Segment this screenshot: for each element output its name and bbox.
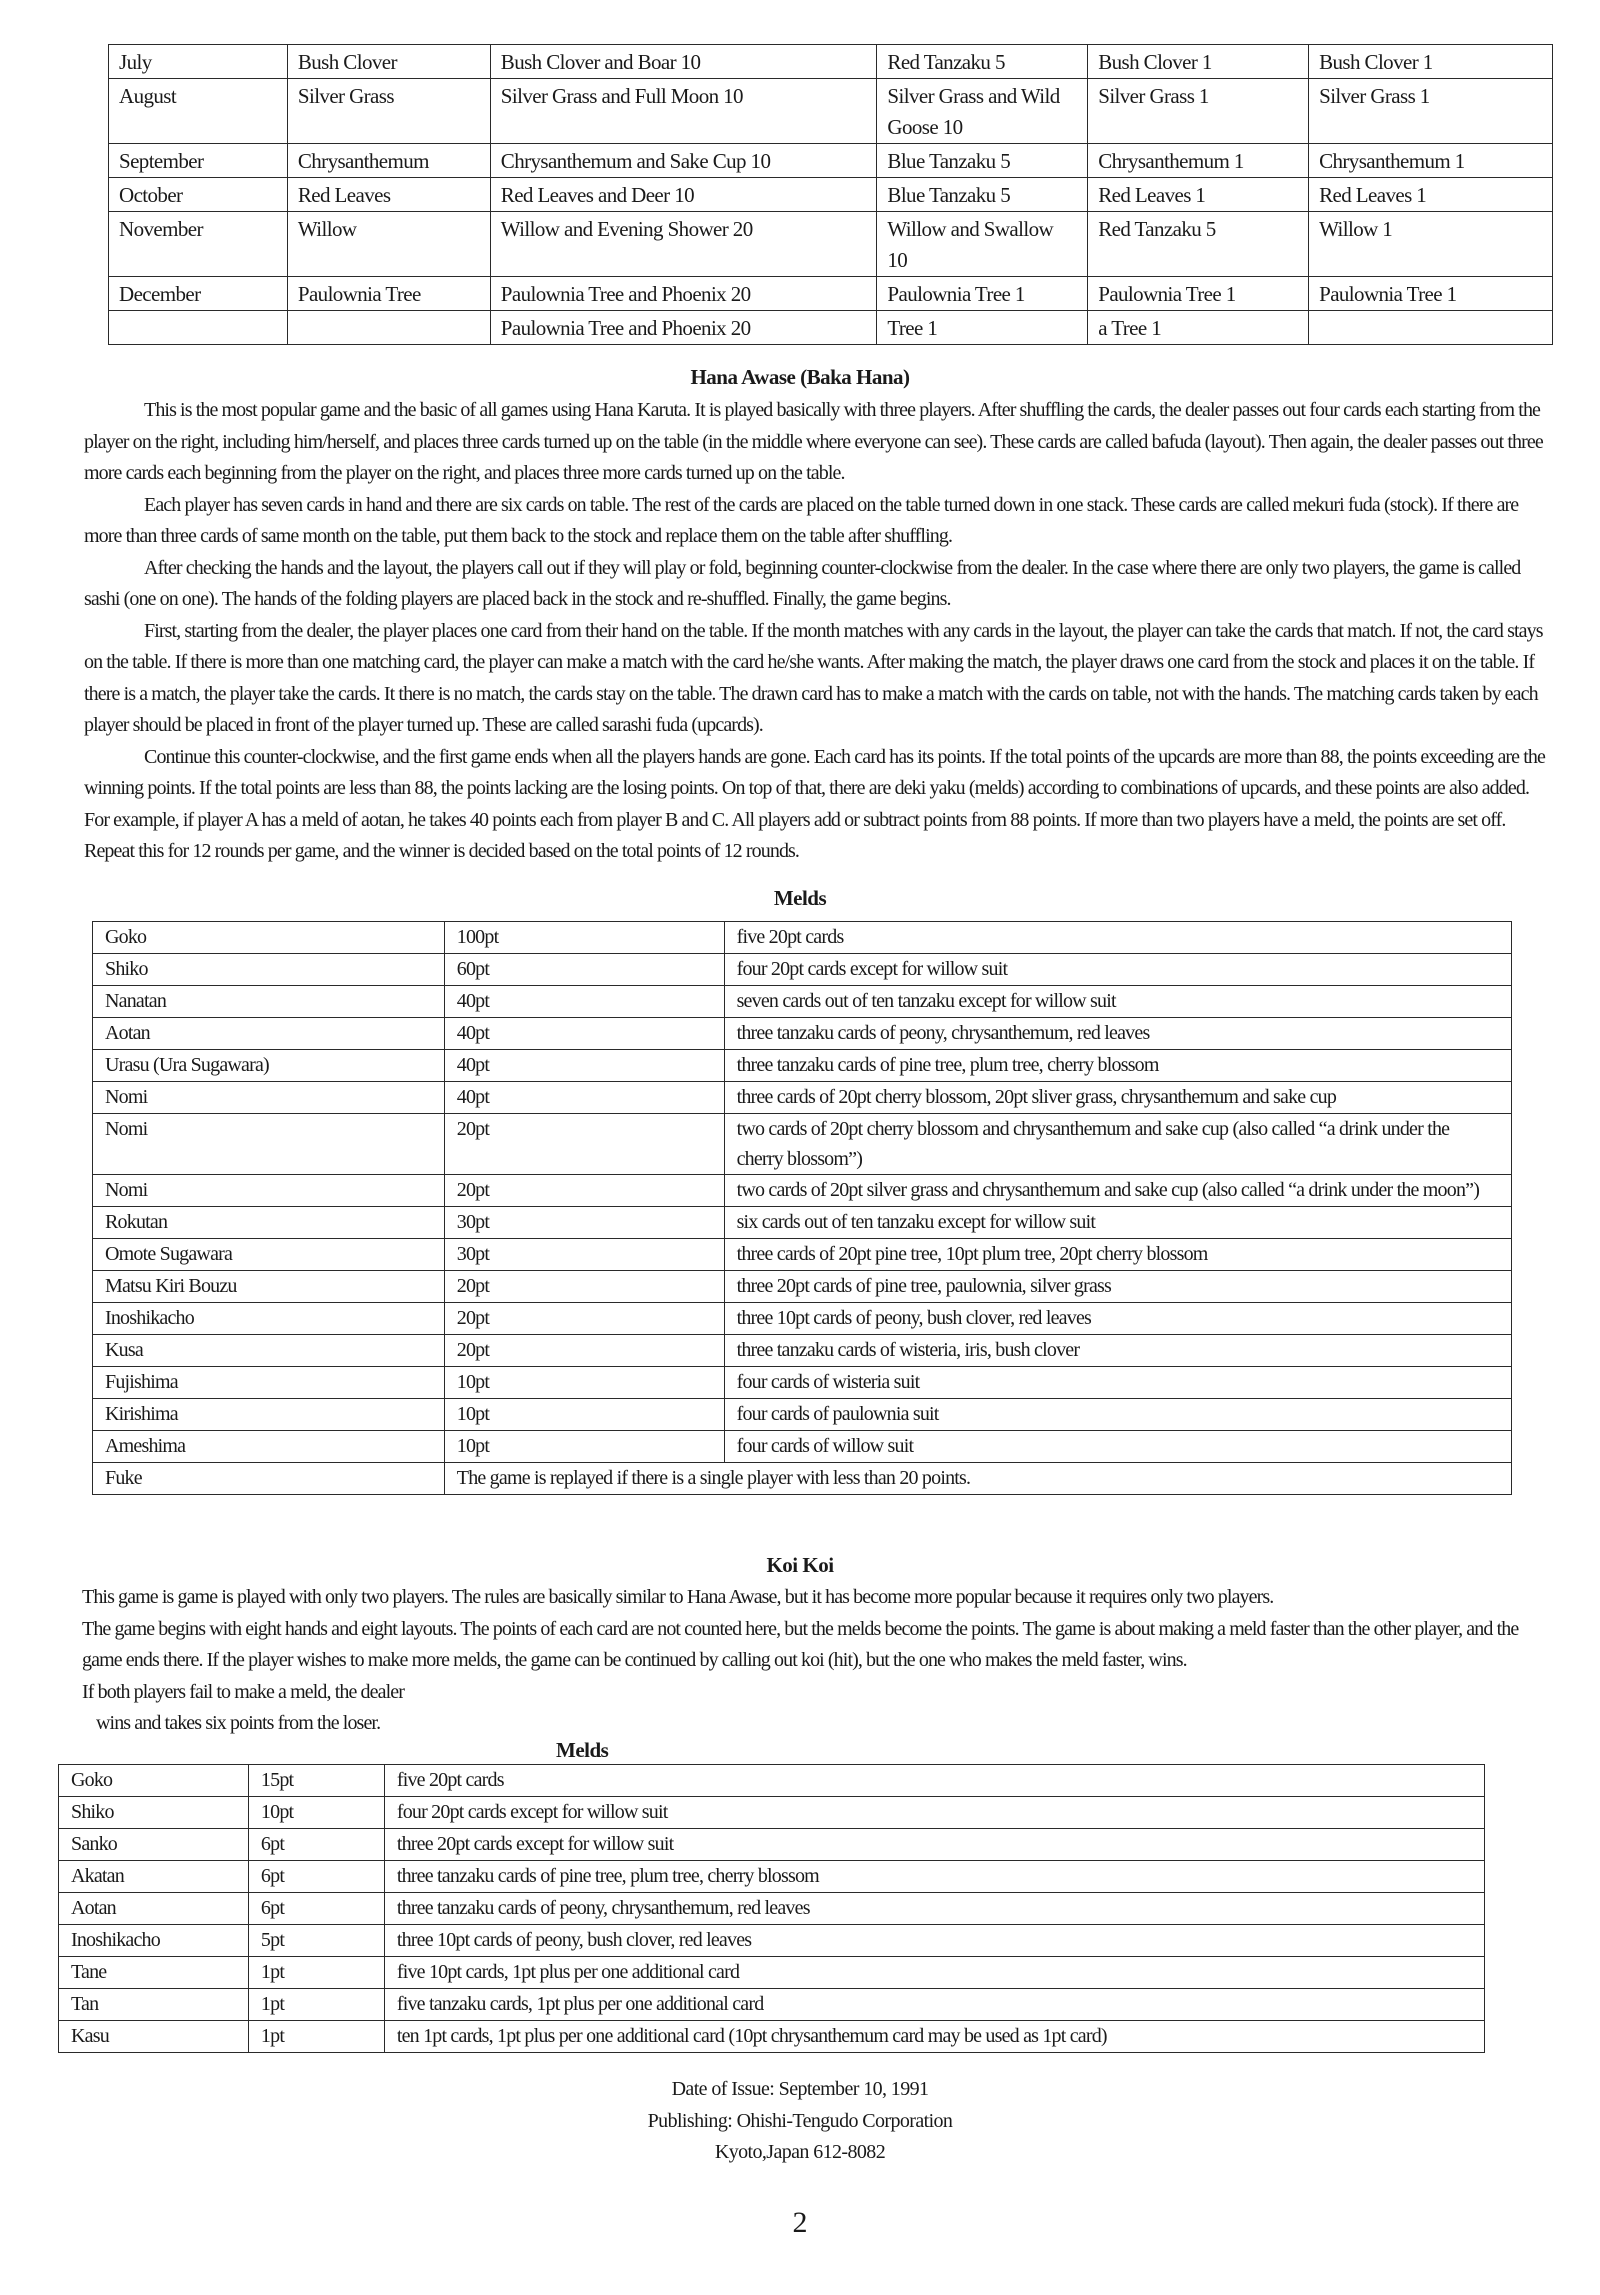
meld-description: ten 1pt cards, 1pt plus per one additional card (10pt chrysanthemum card may be used as 1pt card) bbox=[384, 2021, 1484, 2053]
meld-description: three 10pt cards of peony, bush clover, red leaves bbox=[384, 1925, 1484, 1957]
meld-name: Rokutan bbox=[93, 1207, 445, 1239]
meld-points: 10pt bbox=[248, 1797, 384, 1829]
flower-cell: Willow bbox=[287, 212, 490, 277]
meld-description: four cards of willow suit bbox=[724, 1431, 1511, 1463]
meld-name: Shiko bbox=[59, 1797, 249, 1829]
table-row bbox=[93, 922, 1512, 954]
card-1-cell: Silver Grass 1 bbox=[1309, 79, 1553, 144]
koi-koi-title: Koi Koi bbox=[766, 1553, 834, 1577]
meld-points: 20pt bbox=[444, 1175, 724, 1207]
table-row bbox=[59, 1797, 1485, 1829]
meld-points: 10pt bbox=[444, 1431, 724, 1463]
month-cards-body bbox=[109, 45, 1553, 345]
meld-name: Nomi bbox=[93, 1082, 445, 1114]
hana-awase-paragraph-2: Each player has seven cards in hand and there are six cards on table. The rest of the cards are placed on the table turned down in one stack. These cards are called mekuri fuda (stock). If there are more than three cards of same month on the table, put them back to the stock and replace them on the table after shuffling. bbox=[84, 493, 1519, 547]
card-20-10-cell: Red Leaves and Deer 10 bbox=[490, 178, 877, 212]
table-row bbox=[109, 212, 1553, 277]
publisher-address: Kyoto,Japan 612-8082 bbox=[714, 2141, 886, 2163]
table-row bbox=[59, 2021, 1485, 2053]
meld-name: Aotan bbox=[59, 1893, 249, 1925]
meld-description: five tanzaku cards, 1pt plus per one additional card bbox=[384, 1989, 1484, 2021]
card-20-10-cell: Willow and Evening Shower 20 bbox=[490, 212, 877, 277]
meld-description: three tanzaku cards of pine tree, plum tree, cherry blossom bbox=[724, 1050, 1511, 1082]
meld-name: Urasu (Ura Sugawara) bbox=[93, 1050, 445, 1082]
meld-points: 6pt bbox=[248, 1829, 384, 1861]
koi-koi-line-2: The game begins with eight hands and eight layouts. The points of each card are not counted here, but the melds become the points. The game is about making a meld faster than the other player, and the game ends there. If the player wishes to make more melds, the game can be continued by calling out koi (hit), but the one who makes the meld faster, wins. bbox=[82, 1617, 1519, 1671]
card-10-5-cell: Paulownia Tree 1 bbox=[877, 277, 1088, 311]
hana-awase-rules bbox=[84, 395, 1549, 868]
meld-points: 15pt bbox=[248, 1765, 384, 1797]
hana-awase-melds-table bbox=[92, 921, 1512, 1495]
card-10-5-cell: Silver Grass and Wild Goose 10 bbox=[877, 79, 1088, 144]
meld-name: Sanko bbox=[59, 1829, 249, 1861]
card-10-5-cell: Red Tanzaku 5 bbox=[877, 45, 1088, 79]
month-cell: November bbox=[109, 212, 288, 277]
meld-points: 40pt bbox=[444, 986, 724, 1018]
meld-name: Fuke bbox=[93, 1463, 445, 1495]
flower-cell: Chrysanthemum bbox=[287, 144, 490, 178]
meld-name: Shiko bbox=[93, 954, 445, 986]
meld-points: 20pt bbox=[444, 1271, 724, 1303]
meld-points: 60pt bbox=[444, 954, 724, 986]
meld-name: Matsu Kiri Bouzu bbox=[93, 1271, 445, 1303]
publication-info bbox=[0, 2074, 1600, 2169]
koi-koi-melds-table bbox=[58, 1764, 1485, 2053]
meld-description: three cards of 20pt cherry blossom, 20pt sliver grass, chrysanthemum and sake cup bbox=[724, 1082, 1511, 1114]
meld-description: three tanzaku cards of peony, chrysanthemum, red leaves bbox=[384, 1893, 1484, 1925]
month-cell bbox=[109, 311, 288, 345]
meld-description: five 20pt cards bbox=[724, 922, 1511, 954]
table-row bbox=[93, 954, 1512, 986]
hana-awase-paragraph-4: First, starting from the dealer, the player places one card from their hand on the table. If the month matches with any cards in the layout, the player can take the cards that match. If not, the card stays on the table. If there is more than one matching card, the player can make a match with the card he/she wants. After making the match, the player draws one card from the stock and places it on the table. If there is a match, the player take the cards. It there is no match, the cards stay on the table. The drawn card has to make a match with the cards on table, not with the hands. The matching cards taken by each player should be placed in front of the player turned up. These are called sarashi fuda (upcards). bbox=[84, 619, 1543, 736]
meld-name: Nomi bbox=[93, 1175, 445, 1207]
hana-awase-paragraph-3: After checking the hands and the layout, the players call out if they will play or fold, beginning counter-clockwise from the dealer. In the case where there are only two players, the game is called sashi (one on one). The hands of the folding players are placed back in the stock and re-shuffled. Finally, the game begins. bbox=[84, 556, 1521, 610]
table-row bbox=[93, 1018, 1512, 1050]
meld-description: four 20pt cards except for willow suit bbox=[724, 954, 1511, 986]
hana-awase-title: Hana Awase (Baka Hana) bbox=[690, 365, 910, 389]
meld-points: 20pt bbox=[444, 1303, 724, 1335]
card-5-1-cell: a Tree 1 bbox=[1088, 311, 1309, 345]
meld-name: Inoshikacho bbox=[59, 1925, 249, 1957]
meld-points: 1pt bbox=[248, 1957, 384, 1989]
meld-description: five 20pt cards bbox=[384, 1765, 1484, 1797]
flower-cell: Red Leaves bbox=[287, 178, 490, 212]
koi-koi-melds-body bbox=[59, 1765, 1485, 2053]
card-10-5-cell: Blue Tanzaku 5 bbox=[877, 178, 1088, 212]
table-row bbox=[109, 178, 1553, 212]
meld-description: five 10pt cards, 1pt plus per one additional card bbox=[384, 1957, 1484, 1989]
month-cell: October bbox=[109, 178, 288, 212]
meld-points: 6pt bbox=[248, 1861, 384, 1893]
meld-points: 40pt bbox=[444, 1082, 724, 1114]
meld-description: seven cards out of ten tanzaku except for willow suit bbox=[724, 986, 1511, 1018]
table-row bbox=[59, 1925, 1485, 1957]
meld-name: Tan bbox=[59, 1989, 249, 2021]
month-cell: August bbox=[109, 79, 288, 144]
meld-points: 40pt bbox=[444, 1050, 724, 1082]
meld-points: 30pt bbox=[444, 1207, 724, 1239]
meld-name: Nomi bbox=[93, 1114, 445, 1175]
meld-name: Kusa bbox=[93, 1335, 445, 1367]
meld-points: 1pt bbox=[248, 1989, 384, 2021]
meld-name: Tane bbox=[59, 1957, 249, 1989]
publisher: Publishing: Ohishi-Tengudo Corporation bbox=[647, 2109, 953, 2132]
table-row bbox=[93, 1399, 1512, 1431]
card-1-cell: Bush Clover 1 bbox=[1309, 45, 1553, 79]
table-row bbox=[109, 311, 1553, 345]
table-row bbox=[93, 1207, 1512, 1239]
table-row bbox=[93, 1050, 1512, 1082]
meld-description: four 20pt cards except for willow suit bbox=[384, 1797, 1484, 1829]
card-10-5-cell: Willow and Swallow 10 bbox=[877, 212, 1088, 277]
meld-name: Kirishima bbox=[93, 1399, 445, 1431]
koi-koi-line-1: This game is game is played with only two players. The rules are basically similar to Hana Awase, but it has become more popular because it requires only two players. bbox=[82, 1586, 1274, 1608]
card-5-1-cell: Bush Clover 1 bbox=[1088, 45, 1309, 79]
card-20-10-cell: Bush Clover and Boar 10 bbox=[490, 45, 877, 79]
meld-name: Akatan bbox=[59, 1861, 249, 1893]
card-5-1-cell: Paulownia Tree 1 bbox=[1088, 277, 1309, 311]
flower-cell: Silver Grass bbox=[287, 79, 490, 144]
table-row bbox=[93, 1431, 1512, 1463]
meld-points: 6pt bbox=[248, 1893, 384, 1925]
table-row bbox=[93, 1271, 1512, 1303]
month-cell: July bbox=[109, 45, 288, 79]
month-cards-table bbox=[108, 44, 1553, 345]
card-5-1-cell: Silver Grass 1 bbox=[1088, 79, 1309, 144]
card-20-10-cell: Paulownia Tree and Phoenix 20 bbox=[490, 277, 877, 311]
meld-points: 40pt bbox=[444, 1018, 724, 1050]
card-1-cell: Willow 1 bbox=[1309, 212, 1553, 277]
table-row bbox=[93, 1082, 1512, 1114]
table-row bbox=[93, 1463, 1512, 1495]
table-row bbox=[59, 1957, 1485, 1989]
card-5-1-cell: Chrysanthemum 1 bbox=[1088, 144, 1309, 178]
page-number: 2 bbox=[792, 2206, 808, 2239]
card-20-10-cell: Chrysanthemum and Sake Cup 10 bbox=[490, 144, 877, 178]
meld-points: 20pt bbox=[444, 1335, 724, 1367]
meld-name: Kasu bbox=[59, 2021, 249, 2053]
meld-points: 10pt bbox=[444, 1399, 724, 1431]
meld-description: three tanzaku cards of wisteria, iris, bush clover bbox=[724, 1335, 1511, 1367]
meld-description: three cards of 20pt pine tree, 10pt plum tree, 20pt cherry blossom bbox=[724, 1239, 1511, 1271]
flower-cell: Bush Clover bbox=[287, 45, 490, 79]
card-10-5-cell: Blue Tanzaku 5 bbox=[877, 144, 1088, 178]
table-row bbox=[109, 45, 1553, 79]
flower-cell bbox=[287, 311, 490, 345]
koi-koi-line-3: If both players fail to make a meld, the dealer bbox=[82, 1680, 404, 1703]
meld-name: Nanatan bbox=[93, 986, 445, 1018]
meld-points: 5pt bbox=[248, 1925, 384, 1957]
meld-description: two cards of 20pt silver grass and chrysanthemum and sake cup (also called “a drink under the moon”) bbox=[724, 1175, 1511, 1207]
hana-awase-melds-body bbox=[93, 922, 1512, 1463]
meld-description: three tanzaku cards of peony, chrysanthemum, red leaves bbox=[724, 1018, 1511, 1050]
issue-date: Date of Issue: September 10, 1991 bbox=[671, 2078, 929, 2100]
table-row bbox=[59, 1829, 1485, 1861]
card-1-cell: Chrysanthemum 1 bbox=[1309, 144, 1553, 178]
meld-description: two cards of 20pt cherry blossom and chrysanthemum and sake cup (also called “a drink under the cherry blossom”) bbox=[724, 1114, 1511, 1175]
meld-name: Goko bbox=[93, 922, 445, 954]
meld-name: Ameshima bbox=[93, 1431, 445, 1463]
card-1-cell bbox=[1309, 311, 1553, 345]
table-row bbox=[93, 1367, 1512, 1399]
table-row bbox=[59, 1989, 1485, 2021]
card-10-5-cell: Tree 1 bbox=[877, 311, 1088, 345]
table-row bbox=[93, 1114, 1512, 1175]
meld-description: six cards out of ten tanzaku except for willow suit bbox=[724, 1207, 1511, 1239]
table-row bbox=[109, 144, 1553, 178]
meld-points: 30pt bbox=[444, 1239, 724, 1271]
flower-cell: Paulownia Tree bbox=[287, 277, 490, 311]
card-1-cell: Paulownia Tree 1 bbox=[1309, 277, 1553, 311]
meld-name: Inoshikacho bbox=[93, 1303, 445, 1335]
koi-koi-melds-title: Melds bbox=[556, 1738, 609, 1762]
meld-name: Goko bbox=[59, 1765, 249, 1797]
month-cell: December bbox=[109, 277, 288, 311]
meld-points: 10pt bbox=[444, 1367, 724, 1399]
meld-description: four cards of wisteria suit bbox=[724, 1367, 1511, 1399]
table-row bbox=[93, 1175, 1512, 1207]
table-row bbox=[109, 277, 1553, 311]
card-20-10-cell: Silver Grass and Full Moon 10 bbox=[490, 79, 877, 144]
meld-points: 100pt bbox=[444, 922, 724, 954]
meld-name: Omote Sugawara bbox=[93, 1239, 445, 1271]
table-row bbox=[93, 1335, 1512, 1367]
hana-awase-paragraph-1: This is the most popular game and the basic of all games using Hana Karuta. It is played basically with three players. After shuffling the cards, the dealer passes out four cards each starting from the player on the right, including him/herself, and places three cards turned up on the table (in the middle where everyone can see). These cards are called bafuda (layout). Then again, the dealer passes out three more cards each beginning from the player on the right, and places three more cards turned up on the table. bbox=[84, 399, 1543, 484]
meld-description: three 20pt cards of pine tree, paulownia, silver grass bbox=[724, 1271, 1511, 1303]
meld-description: The game is replayed if there is a single player with less than 20 points. bbox=[444, 1463, 1511, 1495]
month-cell: September bbox=[109, 144, 288, 178]
meld-name: Aotan bbox=[93, 1018, 445, 1050]
table-row bbox=[59, 1861, 1485, 1893]
hana-awase-paragraph-5: Continue this counter-clockwise, and the first game ends when all the players hands are gone. Each card has its points. If the total points of the upcards are more than 88, the points exceeding are the winning points. If the total points are less than 88, the points lacking are the losing points. On top of that, there are deki yaku (melds) according to combinations of upcards, and these points are also added. For example, if player A has a meld of aotan, he takes 40 points each from player B and C. All players add or subtract points from 88 points. If more than two players have a meld, the points are set off. Repeat this for 12 rounds per game, and the winner is decided based on the total points of 12 rounds. bbox=[84, 745, 1545, 862]
card-5-1-cell: Red Tanzaku 5 bbox=[1088, 212, 1309, 277]
card-20-10-cell: Paulownia Tree and Phoenix 20 bbox=[490, 311, 877, 345]
meld-points: 20pt bbox=[444, 1114, 724, 1175]
meld-name: Fujishima bbox=[93, 1367, 445, 1399]
table-row bbox=[93, 986, 1512, 1018]
table-row bbox=[59, 1893, 1485, 1925]
hana-awase-melds-title: Melds bbox=[773, 886, 827, 910]
table-row bbox=[93, 1239, 1512, 1271]
koi-koi-line-4: wins and takes six points from the loser. bbox=[96, 1712, 381, 1734]
table-row bbox=[93, 1303, 1512, 1335]
card-5-1-cell: Red Leaves 1 bbox=[1088, 178, 1309, 212]
table-row bbox=[59, 1765, 1485, 1797]
meld-description: four cards of paulownia suit bbox=[724, 1399, 1511, 1431]
meld-description: three 20pt cards except for willow suit bbox=[384, 1829, 1484, 1861]
koi-koi-rules bbox=[82, 1582, 1547, 1740]
table-row bbox=[109, 79, 1553, 144]
meld-points: 1pt bbox=[248, 2021, 384, 2053]
card-1-cell: Red Leaves 1 bbox=[1309, 178, 1553, 212]
meld-description: three 10pt cards of peony, bush clover, red leaves bbox=[724, 1303, 1511, 1335]
meld-description: three tanzaku cards of pine tree, plum tree, cherry blossom bbox=[384, 1861, 1484, 1893]
